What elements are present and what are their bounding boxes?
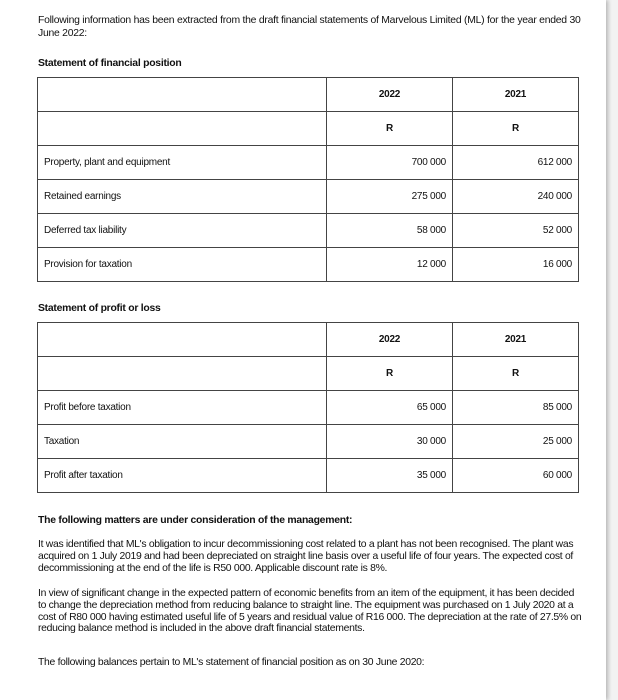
value-2021: 16 000: [453, 248, 579, 282]
value-2021: 60 000: [453, 459, 579, 493]
value-2022: 30 000: [327, 425, 453, 459]
table-row: [38, 112, 579, 146]
value-2021: 240 000: [453, 180, 579, 214]
row-label: Retained earnings: [38, 180, 327, 214]
table-row: [38, 459, 579, 493]
table-row: [38, 248, 579, 282]
value-2022: 12 000: [327, 248, 453, 282]
row-label: Provision for taxation: [38, 248, 327, 282]
table-row: [38, 78, 579, 112]
year-2022-header: 2022: [327, 323, 453, 357]
table-row: [38, 391, 579, 425]
value-2022: 35 000: [327, 459, 453, 493]
value-2021: 612 000: [453, 146, 579, 180]
value-2022: 58 000: [327, 214, 453, 248]
table-row: [38, 323, 579, 357]
table-row: [38, 146, 579, 180]
row-label: Deferred tax liability: [38, 214, 327, 248]
row-label: Taxation: [38, 425, 327, 459]
value-2022: 700 000: [327, 146, 453, 180]
currency-header: R: [453, 112, 579, 146]
table-row: [38, 425, 579, 459]
row-label: Property, plant and equipment: [38, 146, 327, 180]
sofp-table: [37, 77, 579, 282]
value-2022: 275 000: [327, 180, 453, 214]
row-label: Profit after taxation: [38, 459, 327, 493]
currency-header: R: [327, 112, 453, 146]
sofp-heading: Statement of financial position: [38, 58, 182, 69]
year-2021-header: 2021: [453, 78, 579, 112]
row-label: Profit before taxation: [38, 391, 327, 425]
sopl-heading: Statement of profit or loss: [38, 303, 161, 314]
year-2022-header: 2022: [327, 78, 453, 112]
intro-text: Following information has been extracted from the draft financial statements of Marvelous Limited (ML) for the year ended 30 June 2022:: [38, 15, 581, 39]
value-2022: 65 000: [327, 391, 453, 425]
value-2021: 52 000: [453, 214, 579, 248]
currency-header: R: [453, 357, 579, 391]
table-row: [38, 214, 579, 248]
paragraph-decommissioning: It was identified that ML's obligation to incur decommissioning cost related to a plant has not been recognised. The plant was acquired on 1 July 2019 and had been depreciated on straight line basis over a useful life of four years. The expected cost of decommissioning at the end of the life is R50 000. Applicable discount rate is 8%.: [38, 539, 574, 574]
paragraph-balances: The following balances pertain to ML's statement of financial position as on 30 June 2020:: [38, 657, 425, 668]
value-2021: 25 000: [453, 425, 579, 459]
value-2021: 85 000: [453, 391, 579, 425]
year-2021-header: 2021: [453, 323, 579, 357]
table-row: [38, 357, 579, 391]
table-row: [38, 180, 579, 214]
sopl-table: [37, 322, 579, 493]
paragraph-depreciation-change: In view of significant change in the expected pattern of economic benefits from an item of the equipment, it has been decided to change the depreciation method from reducing balance to straight line. The equipment was purchased on 1 July 2020 at a cost of R80 000 having estimated useful life of 5 years and residual value of R16 000. The depreciation at the rate of 27.5% on reducing balance method is included in the above draft financial statements.: [38, 588, 582, 635]
currency-header: R: [327, 357, 453, 391]
matters-heading: The following matters are under consideration of the management:: [38, 515, 353, 526]
